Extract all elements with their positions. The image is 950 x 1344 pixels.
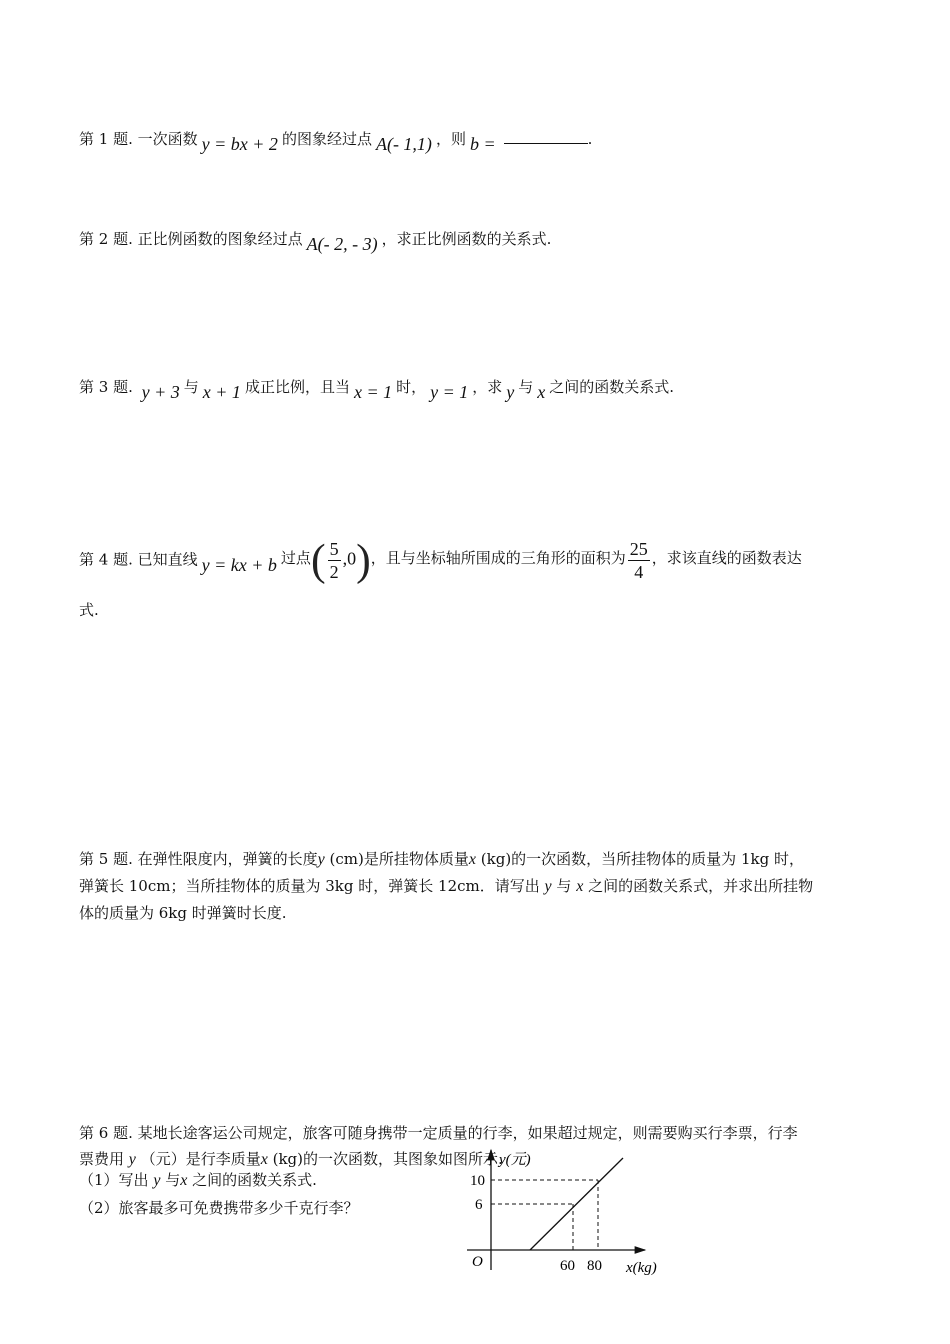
q5-text: 与 (556, 877, 572, 895)
y-tick-label: 10 (470, 1173, 485, 1189)
q3-variable: x (537, 382, 546, 402)
q3-condition: y = 1 (430, 382, 469, 402)
y-axis-label: y(元) (499, 1152, 531, 1168)
q5-line (79, 846, 854, 873)
q2-text: 正比例函数的图象经过点 (137, 230, 303, 248)
q5-variable: x (576, 878, 584, 895)
question-4 (79, 535, 802, 585)
q6-text: （1）写出 (79, 1171, 149, 1189)
q1-end: . (587, 130, 593, 148)
q6-text: (kg)的一次函数，其图象如图所示. (272, 1150, 503, 1168)
question-3 (79, 376, 675, 402)
fraction-numerator: 25 (629, 539, 648, 559)
q6-label: 第 6 题. (79, 1124, 133, 1142)
q6-sub-question-2 (79, 1198, 359, 1218)
q4-text: ，求该直线的函数表达 (651, 548, 802, 567)
q3-text: 与 (518, 378, 534, 396)
q2-text: ，求正比例函数的关系式. (381, 230, 552, 248)
q4-point-fraction (328, 538, 341, 583)
fraction-denominator: 2 (329, 562, 339, 582)
q6-text: 之间的函数关系式. (192, 1171, 317, 1189)
q1-variable: b = (469, 134, 496, 154)
q6-text: （2）旅客最多可免费携带多少千克行李？ (79, 1199, 359, 1217)
q5-line (79, 873, 854, 900)
q5-variable: x (468, 851, 476, 868)
fraction-numerator: 5 (329, 539, 339, 559)
q5-text: (cm)是所挂物体质量 (329, 850, 469, 868)
q5-text: 弹簧长 10cm；当所挂物体的质量为 3kg 时，弹簧长 12cm．请写出 (79, 877, 540, 895)
q6-text: 某地长途客运公司规定，旅客可随身携带一定质量的行李，如果超过规定，则需要购买行李票，行李 (137, 1124, 798, 1142)
q4-text: 已知直线 (137, 550, 198, 569)
x-axis-label: x(kg) (626, 1260, 657, 1276)
q3-expr: y + 3 (141, 382, 180, 402)
q1-formula: y = bx + 2 (201, 134, 278, 154)
y-tick-label: 6 (475, 1197, 483, 1213)
left-paren: ( (310, 535, 326, 585)
q3-condition: x = 1 (353, 382, 393, 402)
q6-variable: x (260, 1151, 268, 1168)
q2-point: A(- 2, - 3) (306, 234, 378, 254)
q4-text: ，且与坐标轴所围成的三角形的面积为 (370, 548, 626, 567)
q1-text: 的图象经过点 (281, 130, 372, 148)
origin-label: O (472, 1254, 483, 1270)
question-2 (79, 228, 552, 254)
q5-text: 体的质量为 6kg 时弹簧时长度. (79, 904, 287, 922)
q5-text: (kg)的一次函数，当所挂物体的质量为 1kg 时， (480, 850, 804, 868)
q5-line (79, 900, 854, 926)
q6-text: 与 (165, 1171, 181, 1189)
x-tick-label: 60 (560, 1258, 575, 1274)
q6-variable: y (128, 1151, 136, 1168)
right-paren: ) (356, 535, 371, 585)
q4-label: 第 4 题. (79, 550, 133, 569)
q3-label: 第 3 题. (79, 378, 133, 396)
q6-text: （元）是行李质量 (140, 1150, 261, 1168)
fraction-denominator: 4 (634, 562, 644, 582)
q5-variable: y (317, 851, 325, 868)
answer-blank[interactable] (504, 131, 588, 144)
q6-variable: x (180, 1172, 188, 1189)
q4-text: 过点 (280, 548, 311, 567)
q3-text: 之间的函数关系式. (549, 378, 675, 396)
question-4-continued (79, 600, 99, 620)
q5-label: 第 5 题. (79, 850, 133, 868)
q5-variable: y (544, 878, 552, 895)
q5-text: 之间的函数关系式，并求出所挂物 (588, 877, 814, 895)
q4-text: 式. (79, 601, 99, 619)
q3-text: 与 (183, 378, 199, 396)
q6-graph (455, 1142, 675, 1282)
q2-label: 第 2 题. (79, 230, 133, 248)
q1-text: ，则 (435, 130, 466, 148)
q4-point-tail: ,0 (342, 548, 357, 569)
q6-variable: y (153, 1172, 161, 1189)
q1-text: 一次函数 (137, 130, 198, 148)
q5-text: 在弹性限度内，弹簧的长度 (137, 850, 318, 868)
q4-area-fraction (628, 538, 650, 583)
question-1 (79, 128, 593, 154)
q1-point: A(- 1,1) (375, 134, 432, 154)
q3-variable: y (506, 382, 515, 402)
q4-formula: y = kx + b (201, 554, 277, 575)
question-5 (79, 846, 854, 926)
x-tick-label: 80 (587, 1258, 602, 1274)
q1-label: 第 1 题. (79, 130, 133, 148)
q6-text: 票费用 (79, 1150, 125, 1168)
q3-text: ，求 (472, 378, 503, 396)
q6-sub-question-1 (79, 1170, 317, 1191)
q3-text: 成正比例，且当 (244, 378, 350, 396)
q3-expr: x + 1 (202, 382, 241, 402)
q3-text: 时， (396, 378, 427, 396)
